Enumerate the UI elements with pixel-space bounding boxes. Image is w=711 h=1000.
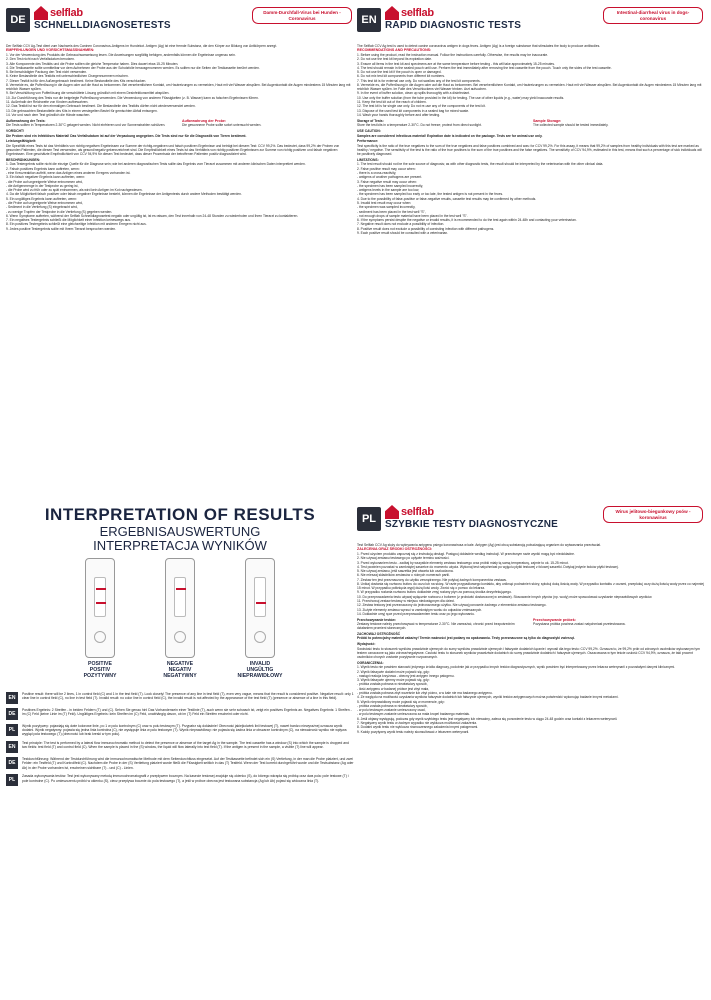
test-line [96, 602, 106, 604]
cassette-invalid [237, 558, 283, 688]
list-item: 1. Before using the product, read the instruction manual. Follow the instructions carefully. Otherwise, the results may be inaccurate. [357, 52, 549, 57]
list-item: 11. Przechowuj zestaw testowy w miejscu niedostępnym dla dzieci. [357, 599, 455, 604]
list-item: 3. Ein falsch negativer Ergebnis kann auftreten, wenn: [6, 175, 85, 180]
recommendations-heading: RECOMMENDATIONS AND PRECAUTIONS: [357, 48, 432, 53]
negative-label [163, 661, 196, 680]
list-item: 5. Do not use the test kit if the pouch is open or damaged. [357, 70, 442, 75]
english-header [357, 6, 705, 40]
list-item: 9. W przypadku rozlania roztworu buforu dokładnie zmyj rozlany płyn za pomocą środka dezynfekującego. [357, 590, 512, 595]
interpretation-title-pl: INTERPRETACJA WYNIKÓW [93, 538, 267, 554]
performance-heading: Performance: [357, 139, 379, 144]
list-item: 5. Wynik nieprawidłowy może pojawić się w momencie, gdy: [357, 699, 445, 704]
sample-well [94, 631, 106, 643]
list-item: 9. Każdy pozytywny wynik testu należy skonsultować z lekarzem weterynarii. [357, 729, 470, 734]
label-de: UNGÜLTIG [246, 666, 274, 673]
invalid-label [238, 661, 283, 680]
cassette-illustrations [6, 558, 354, 688]
page-title: SCHNELLDIAGNOSETESTS [34, 20, 171, 31]
list-item: 11. Außerhalb der Reichweite von Kindern aufbewahren. [6, 100, 89, 105]
cassette-positive [81, 558, 119, 688]
list-item: - eine Kreuzreaktion auftritt, wenn das Antigen eines anderen Erregers vorhanden ist. [6, 171, 131, 176]
list-item: 12. The test kit is for single use only. Do not re-use any of the components of the test kit. [357, 104, 486, 109]
list-item: - not enough drops of sample material have been placed in the test well "S". [357, 213, 468, 218]
list-item: 4. The test should remain in the sealed pouch until use. Perform the test immediately after removing the test cassette from the pouch. Touch only the sides of the test cassette. [357, 65, 612, 70]
label-pl: NEGATYWNY [163, 673, 197, 680]
list-item: 9. Bei Verschüttung von Pufferlösung die verschüttete Lösung gründlich mit einem Desinfektionsmittel abspülen. [6, 91, 170, 96]
interpretation-title-de: ERGEBNISAUSWERTUNG [99, 524, 261, 539]
label-en: INVALID [249, 660, 271, 667]
selflab-logo [34, 6, 83, 20]
list-item: 12. Das Testkit ist nur für den einmaligen Gebrauch bestimmt. Die Bestandteile des Testkits dürfen nicht wiederverwendet werden. [6, 104, 196, 109]
list-item: 6. Nie mieszaj składników zestawów o różnych numerach partii. [357, 573, 450, 578]
list-item: 10. Do przeprowadzenia testu używaj wyłącznie roztworu z buforem (z probówki dostarczonej w zestawie). Stosowanie innych płynów (np. wody) może spowodować uzyskanie nieprawidłowych wyników. [357, 594, 653, 599]
interpretation-entry [6, 708, 354, 720]
selflab-logo [385, 505, 434, 519]
storage-heading: Przechowywanie testów: [357, 617, 396, 622]
list-item: 3. Wynik fałszywie ujemny może pojawić się, gdy: [357, 678, 430, 683]
list-item: 8. Vermeide es, die Pufferlösung in die Augen oder auf die Haut zu bekommen. Bei versehentlichem Kontakt, um Hautreizungen zu vermeiden, Haut mit viel Wasser abspülen. Bei Augenkontakt die Augen mindestens 15 Minuten lang mit reichlich Wasser spülen. [6, 82, 351, 92]
page-title: RAPID DIAGNOSTIC TESTS [385, 20, 522, 31]
recommendations-list [357, 552, 705, 616]
list-item: 4. Da die Möglichkeit falsch positiver oder falsch negativer Ergebnisse besteht, können die Ergebnisse der Antigentests durch andere Methoden bestätigt werden. [6, 192, 242, 197]
house-icon [34, 6, 48, 20]
entry-language-badge: PL [6, 724, 18, 736]
list-item: 10. Use only the buffer solution (from the tube provided in the kit) for testing. The use of other liquids (e.g., water) may yield inaccurate results. [357, 95, 565, 100]
house-icon [385, 505, 399, 519]
storage-text: Zestawy testowe należy przechowywać w temperaturze 2-30°C. Nie zamrażać, chronić przed bezpośrednim działaniem promieni słonecznych. [357, 622, 515, 631]
list-item: 7. Negatywny wynik testu w żadnym wypadku nie wyklucza możliwości zakażenia. [357, 721, 478, 726]
list-item: - there is a cross-reactivity, [357, 171, 397, 176]
list-item: - the specimen has been sampled incorrectly, [357, 183, 424, 188]
list-item: - the specimen has been sampled too early or too late, the tested antigen is not present in the feces. [357, 192, 504, 197]
caution-heading: USE CAUTION: [357, 129, 381, 134]
polish-header [357, 505, 705, 539]
language-badge: EN [357, 8, 381, 32]
sample-heading: Przechowywanie próbek: [533, 617, 576, 622]
limitations-list [357, 162, 705, 235]
brand-name: selflab [50, 7, 83, 19]
performance-text: Test specificity is the ratio of the true negatives to the sum of the true negatives and false positives combined and was: for CCV 99,2%. For this assay, it means that 99,2% of samples from healthy individuals with this test are marked as healthy / negative. The sensitivity of the test is the ratio of the true positives to the sum of the true positives and the false negatives. The sensitivity of CCV 94,9%, estimated in this test, means that such a percentage of sick individuals will be positively diagnosed. [357, 143, 702, 157]
interpretation-entry [6, 741, 354, 753]
control-line [96, 588, 106, 590]
cassette-negative [161, 558, 199, 688]
caution-text: Próbki to potencjalny materiał zakaźny! Termin ważności jest podany na opakowaniu. Testy przeznaczone są tylko do diagnostyki zwierząt. [357, 636, 575, 641]
list-item: - die Antigenmenge in der Testprobe zu gering ist, [6, 183, 79, 188]
list-item: 1. Vor der Verwendung des Produkts die Gebrauchsanweisung lesen. Die Anweisungen sorgfältig befolgen, andernfalls können die Ergebnisse ungenau sein. [6, 52, 236, 57]
selflab-logo [385, 6, 434, 20]
list-item: - próbka została pobrana w niewłaściwy sposób, [357, 682, 428, 687]
list-item: 1. Przed użyciem produktu zapoznaj się z instrukcją obsługi. Postępuj dokładnie według instrukcji. W przeciwnym razie wyniki mogą być niedokładne. [357, 551, 575, 556]
test-cassette [165, 558, 195, 658]
polish-section [357, 505, 705, 995]
english-body [357, 44, 705, 235]
recommendations-heading: EMPFEHLUNGEN UND VORSICHTSMASSNAHMEN: [6, 48, 95, 53]
recommendations-list [357, 53, 705, 117]
limitations-heading: OGRANICZENIA: [357, 661, 384, 666]
list-item: 8. Positive result does not exclude a possibility of coexisting infection with different pathogens. [357, 226, 495, 231]
english-section [357, 6, 705, 496]
caution-text: Die Proben sind ein Infektiöses Material! Das Verfallsdatum ist auf der Verpackung angegeben. Die Tests sind nur für die Diagnostik von Tieren bestimmt. [6, 133, 247, 138]
list-item: - sediment has been placed in the test well "S", [357, 209, 426, 214]
list-item: - Sediment in die Vertiefung (S) eingebracht wird, [6, 205, 78, 210]
storage-text: Store the test kits in a temperature 2-30°C. Do not freeze; protect from direct sunlight. [357, 123, 482, 128]
positive-label [84, 661, 117, 680]
virus-badge: Damm-Durchfall-Virus bei Hunden - Coronavirus [252, 7, 352, 24]
limitations-list [6, 162, 354, 231]
house-icon [385, 6, 399, 20]
list-item: 1. Wynik testu nie powinien stanowić jedynego źródła diagnozy, podobnie jak w przypadku innych testów diagnostycznych, wynik powinien być interpretowany przez lekarza weterynarii z pozostałymi danymi klinicznymi. [357, 665, 676, 670]
list-item: 6. If the symptoms persist despite the negative or invalid results, it is recommended to do the test again within 24-48h and contacting your veterinarian. [357, 218, 577, 223]
list-item: 5. Ein ungültiges Ergebnis kann auftreten, wenn: [6, 196, 77, 201]
result-window [174, 577, 186, 617]
entry-language-badge: PL [6, 774, 18, 786]
list-item: 9. Each positive result should be consulted with a veterinarian. [357, 230, 449, 235]
list-item: - nastąpi reakcja krzyżowa - obecny jest antygen innego patogenu. [357, 673, 455, 678]
list-item: - die Probe wird zu früh oder zu spät entnommen, als wird kein Antigen im Kot nachgewiesen. [6, 188, 143, 193]
list-item: 5. Invalid test result may occur when: [357, 201, 412, 205]
list-item: 10. Zur Durchführung des Tests nur die beigelegte Pufferlösung verwenden. Die Verwendung von anderen Flüssigkeiten (z. B. Wasser) kann zu falschen Ergebnissen führen. [6, 95, 259, 100]
sample-text: Die gewonnene Probe sollte sofort untersucht werden. [182, 123, 262, 128]
list-item: 14. Wash your hands thoroughly before and after testing. [357, 112, 441, 117]
list-item: 7. Negative result does not exclude a possibility of infection. [357, 222, 445, 227]
interpretation-section [6, 505, 354, 995]
test-cassette [85, 558, 115, 658]
entry-language-badge: DE [6, 708, 18, 720]
entry-text: Positive result: there will be 2 lines, 1 in control field (C) and 1 in the test field (T). Look closely! The presence of any line in test field (T), even very vague, means that the result is considered positive. Negative result: only 1 clear line in control field (C), no line in test field (T). Invalid result: no color line in control field (C), the invalid result is not affected by the appearance of the test field (T) (presence or absence of a line in this field). [22, 691, 354, 701]
german-header [6, 6, 354, 40]
list-item: 12. Zestaw testowy jest przeznaczony do jednorazowego użytku. Nie używaj ponownie żadnego z elementów zestawu testowego. [357, 603, 547, 608]
list-item: 3. False negative result may occur when: [357, 179, 417, 184]
label-en: POSITIVE [88, 660, 112, 667]
caution-heading: VORSICHT! [6, 129, 25, 134]
list-item: - ilość antygenu w badanej próbce jest zbyt mała, [357, 686, 430, 691]
brand-name: selflab [401, 7, 434, 19]
result-window [254, 577, 266, 617]
list-item: 2. Do not use the test kit beyond its expiration date. [357, 57, 432, 62]
list-item: - w polu testowym zostanie umieszczony osad, [357, 708, 426, 713]
list-item: 2. Den Test nicht nach Verfallsdatum benutzen. [6, 57, 75, 62]
label-de: NEGATIV [168, 666, 192, 673]
list-item: 4. Test powinien pozostać w zamkniętej saszetce do momentu użycia. Wykonaj test natychmiast po wyjęciu płytki testowej z folowej saszetki. Dotykaj jedynie boków płytki testowej. [357, 564, 619, 569]
list-item: - w polu testowym zostanie umieszczona za mała kropel badanego materiału. [357, 712, 471, 717]
list-item: 3. Przed wykonaniem testu - zadbaj by wszystkie elementy zestawu testowego oraz próbki miały tą samą temperaturę, zajmie to ok. 15-25 minut. [357, 560, 569, 565]
entry-language-badge: EN [6, 692, 18, 704]
list-item: 6. Jeśli objawy występują, podczas gdy wynik szybkiego testu jest negatywny lub nieważny, zaleca się ponowienie testu w ciągu 24-48 godzin oraz kontakt z lekarzem weterynarii. [357, 716, 618, 721]
control-line [176, 588, 186, 590]
list-item: 2. Nie używaj zestawu testowego po upływie terminu ważności. [357, 556, 450, 561]
list-item: 4. Due to the possibility of false-positive or false-negative results, cassette test results may be confirmed by other methods. [357, 196, 537, 201]
list-item: 8. Dodatni wynik testu nie wyklucza równoczesnego zakażenia innymi patogenami. [357, 725, 479, 730]
virus-badge: Intestinal-diarrheal virus in dogs- coronavirus [603, 7, 703, 24]
list-item: 4. Ze względu na możliwość uzyskania wyników fałszywie dodatnich lub fałszywie ujemnych, wyniki testów antygenowych można potwierdzić wykonując badanie innymi metodami. [357, 695, 619, 700]
list-item: 8. Unikaj dostania się roztworu buforu do oczu lub na skórę. W razie przypadkowego kontaktu, aby uniknąć podrażnień skóry, spłukuj dużą ilością wody. W przypadku kontaktu z oczami, przepłukuj oczy dużą ilością wody przez co najmniej 15 minut. W przypadku połknięcia wypij dużą ilość wody. Zwróć się o pomoc do lekarza. [357, 581, 704, 591]
list-item: 3. Ensure all items in the test kit and specimens are at the same temperature before testing - this will take approximately 15-25 minutes. [357, 61, 555, 66]
recommendations-list [6, 53, 354, 117]
interpretation-entries [6, 692, 354, 787]
list-item: 4. Die Testkassette sollte unmittelbar vor dem Aufnehmen der Probe aus der Schutzfolie herausgenommen werden. Es sollten nur die Seiten der Testkassette berührt werden. [6, 65, 260, 70]
label-pl: POZYTYWNY [83, 673, 117, 680]
list-item: 5. Nie używaj zestawu, jeśli saszetka jest otwarta lub uszkodzona. [357, 569, 454, 574]
list-item: 14. Vor und nach dem Test gründlich die Hände waschen. [6, 112, 91, 117]
label-pl: NIEPRAWIDŁOWY [237, 673, 283, 680]
recommendations-heading: ZALECENIA ORAZ ŚRODKI OSTROŻNOŚCI: [357, 547, 433, 552]
language-badge: PL [357, 507, 381, 531]
entry-text: Zasada wykonywania testów: Test jest wykonywany metodą immunochromatografii z przepływem bocznym. Na kasecie testowej znajduje się okienko (S), do którego wkrapla się próbkę oraz dwa pola: pole testowe (T) i pole kontrolne (C). Po umieszczeniu próbki w okienku (S), ciecz przepływa bocznie do pola testowego (T), a jeśli w próbce obecna jest testowana substancja (Ag lub Ab) pojawi się widoczna linia (T). [22, 774, 349, 783]
interpretation-entry [6, 692, 354, 704]
list-item: 8. Vermeide es, die Pufferlösung in die Augen oder auf die Haut zu bekommen. Bei versehentlichem Kontakt, um Hautreizungen zu vermeiden. Haut mit viel Wasser abspülen. Bei Augenkontakt die Augen mindestens 15 Minuten lang mit reichlich Wasser spülen. Im Falle des Verschluckens viel Wasser trinken. Arzt aufsuchen. [357, 82, 702, 92]
list-item: 11. Keep the test kit out of the reach of children. [357, 100, 427, 105]
list-item: - the specimen was sampled incorrectly, [357, 205, 416, 210]
list-item: 3. Alle Komponente des Testkits und die Probe sollten die gleiche Temperatur haben. Dies dauert etwa 15-25 Minuten. [6, 61, 179, 66]
list-item: 9. In the event of buffer solution, clean up spills thoroughly with a disinfectant. [357, 91, 471, 96]
limitations-list [357, 665, 705, 734]
page-title: SZYBKIE TESTY DIAGNOSTYCZNE [385, 519, 559, 530]
list-item: 6. Wenn Symptome auftreten, während der Selflab Schnelldiagnosetest negativ oder ungültig ist, ist es ratsam, den Test innerhalb von 24-48 Stunden zu wiederholen und Ihren Tierarzt zu kontaktieren. [6, 213, 299, 218]
sample-text: Pozyskana próbka powinna zostać natychmiast przetestowana. [533, 622, 626, 627]
virus-badge: Wirus jelitowo-biegunkowy psów - koronawirus [603, 506, 703, 523]
sample-text: The collected sample should be tested immediately. [533, 123, 609, 128]
entry-language-badge: DE [6, 757, 18, 769]
list-item: - die Probe auf ungeeignete Weise entnommen wird, [6, 201, 83, 205]
list-item: - próbka została pobrana zbyt wcześnie lub zbyt późno, a w kale nie ma badanego antygenu. [357, 691, 493, 696]
interpretation-entry [6, 757, 354, 770]
polish-body [357, 543, 705, 734]
list-item: 2. False positive result may occur when: [357, 166, 416, 171]
label-de: POSITIV [89, 666, 111, 673]
interpretation-title: INTERPRETATION OF RESULTS [44, 505, 316, 524]
sample-heading: Sample Storage: [533, 118, 562, 123]
caution-heading: ZACHOWAJ OSTROŻNOŚĆ [357, 632, 401, 637]
sample-heading: Aufbewahrung der Probe: [182, 118, 227, 123]
list-item: - próbka została pobrana w niewłaściwy sposób, [357, 703, 428, 708]
entry-text: Test principle: The test is performed by a lateral flow immunochromatic method to detect the presence or absence of the target Ag in the sample. The test cassette has a window (S) into which the sample is dropped and two fields: test field (T) and control field (C). When the sample is placed in the (S) window, the liquid will flow laterally into test field (T). If the antigen is present in the sample, a visible (T) line will appear. [22, 740, 349, 750]
list-item: 7. Ein negatives Testergebnis schließt die Möglichkeit einer Infektion keineswegs aus. [6, 218, 131, 223]
label-en: NEGATIVE [166, 660, 194, 667]
sample-well [254, 631, 266, 643]
list-item: 13. Dispose of the used test kit components in a sealed bag for mixed waste. [357, 108, 470, 113]
list-item: 7. This test kit is for external use only. Do not swallow any of the test kit components. [357, 78, 481, 83]
list-item: 14. Dokładnie umyj ręce przed przeprowadzeniem testu oraz po jego wykonaniu. [357, 611, 475, 616]
list-item: - die Probe auf ungeeignete Weise entnommen wird, [6, 179, 83, 184]
limitations-heading: BESCHRÄNKUNGEN: [6, 158, 41, 163]
performance-text: Swoistość testu to stosunek wyników prawdziwie ujemnych do sumy wyników prawdziwie ujemnych i fałszywie dodatnich łącznie i wynosił dla tego testu: CCV 99,2%. Oznacza to, że 99,2% prób od zdrowych osobników wykonanym tym testem oznaczone są jako zdrowe/negatywne. Czułość testu to stosunek wyników prawdziwie dodatnich do sumy prawdziwie dodatnich i fałszywie ujemnych. Oszacowana w tym teście czułość CCV 94,9%, oznacza, że taki procent osobników chorych zostanie pozytywnie rozpoznanych. [357, 646, 700, 660]
intro-text: Test Selflab CCV Ag służy do wykrywania antygenu psiego koronawirusa w kale. Antygen (Ag) jest obcą substancją pobudzającą organizm do wytwarzania przeciwciał. [357, 543, 601, 547]
list-item: 8. Ein positives Testergebnis schließt eine gleichzeitige Infektion mit anderen Erregern nicht aus. [6, 222, 147, 227]
entry-text: Testdurchführung: Während der Testdurchführung wird die immunochromatische Methode mit dem Seitendurchfluss eingesetzt. Auf der Testkassette befindet sich ein (S) Vertiefung, in der man die Probe platziert, und zwei Felder: ein Testfeld (T) und Kontrollfeld (C). Nachdem die Probe in der (S) Vertiefung platziert wurde fließt die Flüssigkeit seitlich in das (T) Testfeld. Wenn der Test korrekt durchgeführt wurde und die Testsubstanz (Ag oder Ab) in der Probe vorhanden ist, erscheinen sichtbare (T) - und (C) - Linien. [22, 756, 354, 770]
list-item: 7. Zestaw ten jest przeznaczony do użytku zewnętrznego. Nie połykaj żadnych komponentów zestawu. [357, 577, 508, 582]
list-item: - antigens of another pathogens are present. [357, 175, 423, 180]
interpretation-entry [6, 774, 354, 786]
list-item: 6. Do not mix test kit components from different kit numbers. [357, 74, 445, 79]
list-item: 1. Das Testergebnis sollte nicht die einzige Quelle für die Diagnose sein; wie bei anderen diagnostischen Tests sollte das Ergebnis vom Tierarzt zusammen mit anderen klinischen Daten interpretiert werden. [6, 162, 306, 167]
entry-language-badge: EN [6, 741, 18, 753]
test-cassette [245, 558, 275, 658]
storage-heading: Aufbewahrung der Tests: [6, 118, 46, 123]
list-item: - antigens levels in the sample are too low, [357, 188, 420, 193]
result-window [94, 577, 106, 617]
intro-text: Der Selflab CCV Ag-Test dient zum Nachweis des Caninen Coronavirus-Antigens im Hundekot. Antigen (Ag) ist eine fremde Substanz, die den Körper zur Bildung von Antikörpern anregt. [6, 44, 278, 48]
language-badge: DE [6, 8, 30, 32]
entry-text: Positives Ergebnis: 2 Streifen - in beiden Feldern (T) und (C). Sehen Sie genau hin! Das Vorhandensein einer Testlinie (T), auch wenn sie sehr schwach ist, zeigt ein positives Ergebnis an. Negatives Ergebnis: 1 Streifen - im (C) Feld (keine Linie im (T) Feld). Ungültiges Ergebnis: kein Streifen im (C) Feld, unabhängig davon, ob im (T) Feld ein Streifen erscheint oder nicht. [22, 707, 352, 717]
interpretation-entry [6, 724, 354, 737]
list-item: 2. Wynik fałszywie dodatni może pojawić się, gdy: [357, 669, 430, 674]
performance-heading: Leistungsfähigkeit: [6, 139, 37, 144]
list-item: 9. Jedes positive Testergebnis sollte mit Ihrem Tierarzt besprochen werden. [6, 226, 117, 231]
storage-heading: Storage of Tests: [357, 118, 384, 123]
list-item: 5. Bei beschädigter Packung den Test nicht verwenden. [6, 70, 88, 75]
caution-text: Samples are considered infectious material! Expiration date is indicated on the package. Tests are for animal use only. [357, 133, 543, 138]
list-item: - zu wenige Tropfen der Testprobe in die Vertiefung (S) gegeben werden. [6, 209, 113, 214]
list-item: 6. Keine Bestandteile des Testkits mit unterschiedlichen Chargennummern mischen. [6, 74, 129, 79]
intro-text: The Selflab CCV Ag test is used to detect canine coronavirus antigen in dogs feces. Antigen (Ag) is a foreign substance that stimulates the body to produce antibodies. [357, 44, 601, 48]
german-section [6, 6, 354, 496]
test-line [256, 602, 266, 604]
performance-text: Die Spezifität eines Tests ist das Verhältnis von richtig negativen Ergebnissen zur Summe der richtig-negativen und falsch positiven Ergebnisse und beträgt bei diesem Test: CCV 99,2%. Das bedeutet, dass 99,2% der Proben von gesunden Patienten, die diesen Test verwenden, als gesund/negativ gekennzeichnet sind. Die Empfindlichkeit eines Tests ist das Verhältnis von richtig positiven Ergebnissen zur Summe von richtig positiven und falsch negativen Ergebnissen. Eine geschätzte Empfindlichkeit von CCV 94,9% für diesen Test bedeutet, dass dieser Prozentsatz der betroffenen Patienten positiv diagnostiziert wird. [6, 143, 340, 157]
storage-text: Die Tests sollten in Temperaturen 2-30°C gelagert werden. Nicht einfrieren und vor Sonnenstrahlen schützen. [6, 123, 166, 128]
list-item: 7. Dieser Testkit ist für den Außengebrauch bestimmt. Keine Bestandteile des Kits verschlucken. [6, 78, 147, 83]
performance-heading: Wydajność: [357, 642, 376, 647]
list-item: 13. Zużyte elementy zestawu wyrzuć w zamkniętym worku do odpadów zmieszanych. [357, 607, 483, 612]
brand-name: selflab [401, 506, 434, 518]
list-item: 1. The test result should not be the sole source of diagnosis; as with other diagnostic tests, the result should be interpreted by the veterinarian with the other clinical data. [357, 162, 604, 167]
limitations-heading: LIMITATIONS: [357, 158, 379, 163]
entry-text: Wynik pozytywny: pojawiają się dwie kolorowe linie, po 1 w polu kontrolnym (C) oraz w polu testowym (T). Przypatrz się dokładnie! Obecność jakiejkolwiek linii testowej (T), nawet bardzo niewyraźnej oznacza wynik dodatni. Wynik negatywny: pojawia się jedna linia kontrolna (C), nie występuje linia w polu testowym (T). Wynik nieprawidłowy: nie pojawia się żadna linia w obszarze kontrolnym (C), na niewaźność wyniku nie wpływa wygląd pola testowego (T) (obecność lub brak kreski w tym polu). [22, 723, 347, 737]
list-item: 13. Die gebrauchten Bestandteile des Kits in einem versiegelten Beutel für gemischten Abfall entsorgen. [6, 108, 158, 113]
list-item: 2. Falsch positives Ergebnis kann auftreten, wenn: [6, 166, 80, 171]
german-body [6, 44, 354, 231]
sample-well [174, 631, 186, 643]
